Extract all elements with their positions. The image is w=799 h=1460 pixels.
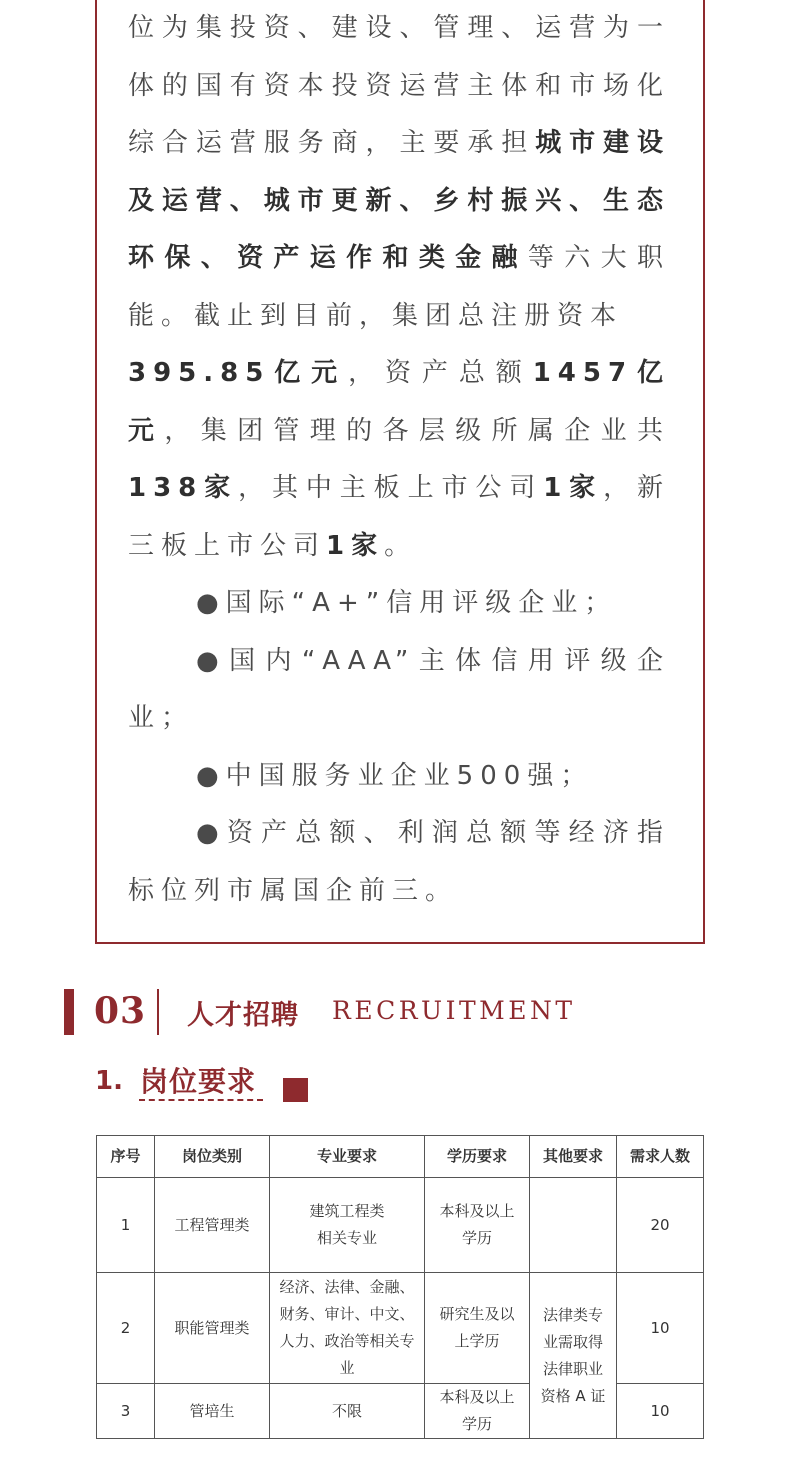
cell-no: 1 xyxy=(97,1178,155,1273)
subsection-underline xyxy=(139,1099,263,1101)
table-row xyxy=(97,1178,704,1273)
section-title-en: RECRUITMENT xyxy=(332,996,576,1025)
intro-text xyxy=(128,0,670,920)
cell-no: 3 xyxy=(97,1384,155,1439)
subsection-number: 1. xyxy=(95,1066,123,1096)
cell-count: 10 xyxy=(617,1273,704,1384)
section-title: 人才招聘 xyxy=(187,1000,299,1031)
cell-category: 职能管理类 xyxy=(155,1273,270,1384)
cell-education: 本科及以上 学历 xyxy=(425,1178,530,1273)
header-cell: 学历要求 xyxy=(425,1136,530,1178)
bullet-item: ●中国服务业企业500强； xyxy=(196,760,594,791)
cell-count: 10 xyxy=(617,1384,704,1439)
header-cell: 专业要求 xyxy=(270,1136,425,1178)
section-number: 03 xyxy=(94,990,147,1032)
table-row xyxy=(97,1273,704,1384)
header-cell: 需求人数 xyxy=(617,1136,704,1178)
cell-other: 法律类专 业需取得 法律职业 资格 A 证 xyxy=(530,1273,617,1439)
cell-count: 20 xyxy=(617,1178,704,1273)
header-cell: 其他要求 xyxy=(530,1136,617,1178)
table-header-row xyxy=(97,1136,704,1178)
header-cell: 岗位类别 xyxy=(155,1136,270,1178)
cell-education: 研究生及以 上学历 xyxy=(425,1273,530,1384)
cell-education: 本科及以上 学历 xyxy=(425,1384,530,1439)
square-icon xyxy=(283,1078,308,1102)
cell-other xyxy=(530,1178,617,1273)
cell-category: 管培生 xyxy=(155,1384,270,1439)
bullet-item: ●国内“AAA”主体信用评级企业； xyxy=(128,645,670,733)
job-requirements-table xyxy=(96,1135,704,1439)
cell-major: 不限 xyxy=(270,1384,425,1439)
cell-major: 经济、法律、金融、 财务、审计、中文、 人力、政治等相关专 业 xyxy=(270,1273,425,1384)
subsection-title: 岗位要求 xyxy=(140,1065,257,1098)
section-accent-bar xyxy=(64,989,74,1035)
cell-no: 2 xyxy=(97,1273,155,1384)
cell-major: 建筑工程类 相关专业 xyxy=(270,1178,425,1273)
section-divider xyxy=(157,989,159,1035)
cell-category: 工程管理类 xyxy=(155,1178,270,1273)
bullet-item: ●资产总额、利润总额等经济指标位列市属国企前三。 xyxy=(128,818,670,906)
bullet-item: ●国际“A+”信用评级企业； xyxy=(196,588,618,618)
header-cell: 序号 xyxy=(97,1136,155,1178)
intro-paragraph: 位为集投资、建设、管理、运营为一体的国有资本投资运营主体和市场化综合运营服务商，主要承担城市建设及运营、城市更新、乡村振兴、生态环保、资产运作和类金融等六大职能。截止到目前，集团总注册资本 395.85亿元，资产总额1457亿元，集团管理的各层级所属企业共138家，其中主板上市公司1家，新三板上市公司1家。 xyxy=(128,13,670,561)
